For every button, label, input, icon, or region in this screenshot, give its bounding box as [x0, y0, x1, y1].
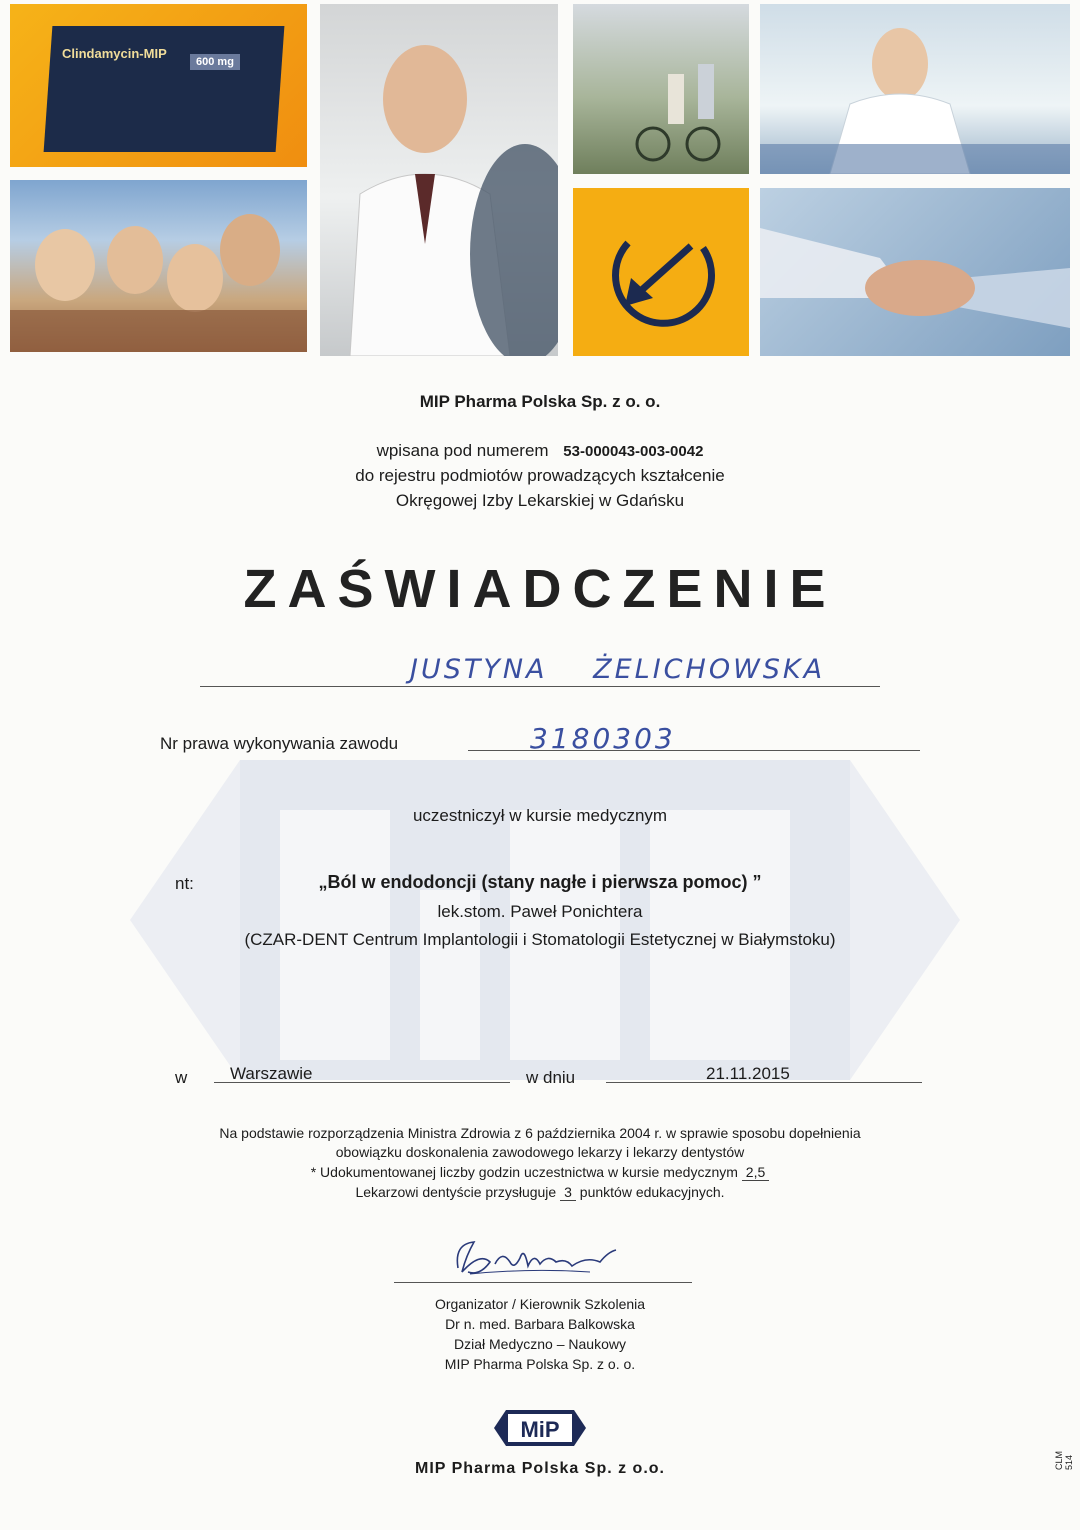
points-line: [0, 1183, 1080, 1202]
registration-prefix: wpisana pod numerem: [376, 441, 549, 460]
participation-text: uczestniczył w kursie medycznym: [412, 806, 668, 825]
organization-name: MIP Pharma Polska Sp. z o. o.: [419, 392, 661, 411]
topic-label: nt:: [175, 874, 194, 893]
place-value: Warszawie: [230, 1064, 313, 1083]
registration-line-3: Okręgowej Izby Lekarskiej w Gdańsku: [395, 491, 685, 510]
legal-line-2: obowiązku doskonalenia zawodowego lekarzy i lekarzy dentystów: [335, 1144, 745, 1160]
certificate-title: ZAŚWIADCZENIE: [243, 559, 837, 619]
lecturer: lek.stom. Paweł Ponichtera: [437, 902, 643, 921]
name-underline: [200, 686, 880, 687]
logo-text: MiP: [520, 1417, 560, 1442]
points-value: 3: [560, 1184, 576, 1201]
hours-line: [0, 1163, 1080, 1182]
institution: (CZAR-DENT Centrum Implantologii i Stomatologii Estetycznej w Białymstoku): [244, 930, 836, 949]
course-title: „Ból w endodoncji (stany nagłe i pierwsza pomoc) ”: [318, 872, 762, 892]
signature-company: MIP Pharma Polska Sp. z o. o.: [444, 1356, 636, 1372]
product-name: Clindamycin-MIP: [62, 46, 167, 61]
hours-value: 2,5: [742, 1164, 769, 1181]
date-value: 21.11.2015: [706, 1064, 790, 1083]
signature-line: [394, 1282, 692, 1283]
legal-line-1: Na podstawie rozporządzenia Ministra Zdrowia z 6 października 2004 r. w sprawie sposobu dopełnienia: [219, 1125, 861, 1141]
arrow-graphic: [573, 188, 749, 356]
footer-company: MIP Pharma Polska Sp. z o.o.: [415, 1460, 665, 1477]
license-label: Nr prawa wykonywania zawodu: [160, 734, 399, 753]
registration-line-2: do rejestru podmiotów prowadzących kształcenie: [355, 466, 725, 485]
family-photo: [10, 180, 307, 352]
doctor-photo: [320, 4, 558, 356]
document-code: CLM 514: [1054, 1450, 1074, 1470]
place-label: w: [175, 1068, 188, 1087]
participant-name: JUSTYNA ŻELICHOWSKA: [410, 654, 826, 685]
hours-text: * Udokumentowanej liczby godzin uczestnictwa w kursie medycznym: [310, 1164, 738, 1180]
license-number: 3180303: [530, 722, 676, 755]
registration-number: 53-000043-003-0042: [563, 443, 704, 460]
registration-line: [0, 441, 1080, 461]
signature-department: Dział Medyczno – Naukowy: [454, 1336, 626, 1352]
signature-name: Dr n. med. Barbara Balkowska: [445, 1316, 635, 1332]
date-label: w dniu: [526, 1068, 576, 1087]
lab-photo: [760, 4, 1070, 174]
product-box-photo: [10, 4, 307, 167]
signature-role: Organizator / Kierownik Szkolenia: [434, 1296, 646, 1312]
product-dose: 600 mg: [190, 54, 240, 70]
mip-logo: [494, 1408, 586, 1448]
signature-image: [440, 1232, 640, 1284]
points-suffix: punktów edukacyjnych.: [579, 1184, 725, 1200]
cyclists-photo: [573, 4, 749, 174]
handshake-photo: [760, 188, 1070, 356]
points-prefix: Lekarzowi dentyście przysługuje: [355, 1184, 557, 1200]
